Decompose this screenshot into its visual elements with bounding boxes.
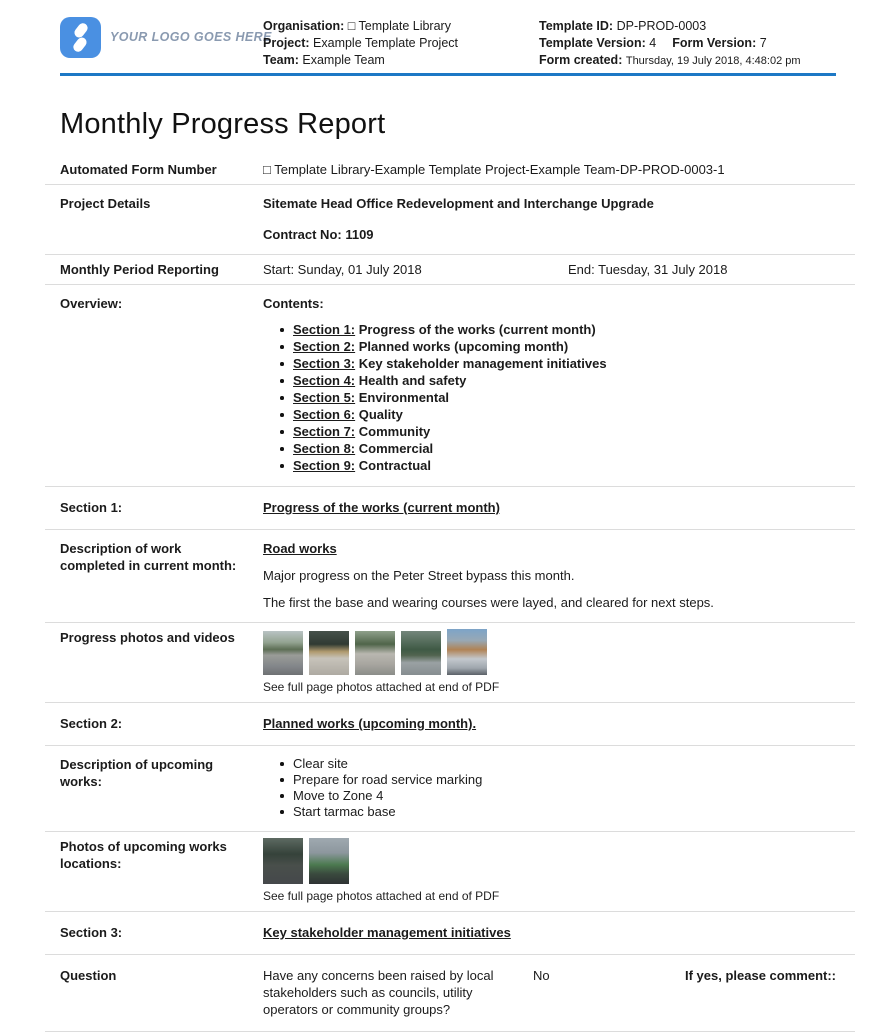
- row-label: Project Details: [60, 196, 151, 211]
- row-label: Section 1:: [60, 500, 123, 515]
- form-row-section-1: [45, 487, 855, 530]
- section-link[interactable]: Section 4:: [293, 373, 356, 388]
- header-meta-right: [539, 18, 801, 70]
- header-accent-divider: [60, 73, 836, 76]
- contents-item[interactable]: Section 7: Community: [293, 424, 836, 440]
- project-value: Example Template Project: [313, 36, 459, 50]
- row-label: Description of upcoming works:: [60, 757, 214, 789]
- template-id-line: [539, 18, 801, 35]
- form-row-work-completed: [45, 530, 855, 623]
- comment-prompt-label: If yes, please comment::: [685, 968, 836, 983]
- contents-item[interactable]: Section 8: Commercial: [293, 441, 836, 457]
- organisation-value: □ Template Library: [347, 19, 451, 33]
- form-version-value: 7: [759, 36, 767, 50]
- row-label: Description of work completed in current month:: [60, 541, 237, 573]
- contents-item[interactable]: Section 6: Quality: [293, 407, 836, 423]
- period-end-date: End: Tuesday, 31 July 2018: [568, 262, 728, 277]
- document-header: [0, 0, 896, 73]
- contents-block: [263, 295, 836, 475]
- row-label: Question: [60, 968, 117, 983]
- template-id-value: DP-PROD-0003: [616, 19, 707, 33]
- contents-heading: Contents:: [263, 296, 324, 311]
- contents-item[interactable]: Section 5: Environmental: [293, 390, 836, 406]
- template-version-value: 4: [649, 36, 657, 50]
- form-row-section-2: [45, 703, 855, 746]
- template-version-label: Template Version:: [539, 36, 646, 50]
- team-label: Team:: [263, 53, 299, 67]
- row-label: Section 2:: [60, 716, 123, 731]
- report-table: [45, 155, 855, 1032]
- crane-photo-thumbnail: [309, 838, 349, 884]
- form-row-overview: [45, 285, 855, 487]
- period-values: [263, 261, 836, 278]
- form-row-question: [45, 955, 855, 1032]
- project-line: [263, 35, 458, 52]
- work-completed-paragraph: Major progress on the Peter Street bypass this month.: [263, 568, 575, 583]
- question-block: [263, 967, 836, 1018]
- question-answer: No: [533, 968, 550, 983]
- form-row-monthly-period: [45, 255, 855, 285]
- upcoming-work-item: Start tarmac base: [293, 804, 836, 820]
- road-photo-thumbnail: [263, 838, 303, 884]
- contents-item[interactable]: Section 4: Health and safety: [293, 373, 836, 389]
- section-link[interactable]: Section 6:: [293, 407, 356, 422]
- section-link[interactable]: Section 9:: [293, 458, 356, 473]
- form-created-line: [539, 52, 801, 70]
- section-3-heading: Key stakeholder management initiatives: [263, 925, 511, 940]
- header-meta-left: [263, 18, 458, 69]
- progress-photos-block: [263, 629, 836, 696]
- form-row-project-details: [45, 185, 855, 255]
- team-value: Example Team: [302, 53, 385, 67]
- project-label: Project:: [263, 36, 310, 50]
- versions-line: [539, 35, 801, 52]
- project-details-value: [263, 195, 836, 243]
- row-label: Section 3:: [60, 925, 123, 940]
- organisation-line: [263, 18, 458, 35]
- progress-photo-strip: [263, 629, 836, 675]
- team-line: [263, 52, 458, 69]
- logo-placeholder-text: YOUR LOGO GOES HERE: [110, 30, 272, 44]
- automated-form-number-value: □ Template Library-Example Template Project-Example Team-DP-PROD-0003-1: [263, 162, 725, 177]
- section-1-heading: Progress of the works (current month): [263, 500, 500, 515]
- upcoming-photos-block: [263, 838, 836, 905]
- section-link[interactable]: Section 2:: [293, 339, 356, 354]
- contents-item[interactable]: Section 9: Contractual: [293, 458, 836, 474]
- project-title: Sitemate Head Office Redevelopment and Interchange Upgrade: [263, 196, 654, 211]
- question-text: Have any concerns been raised by local stakeholders such as councils, utility operators or community groups?: [263, 968, 494, 1017]
- section-link[interactable]: Section 7:: [293, 424, 356, 439]
- upcoming-photo-strip: [263, 838, 836, 884]
- row-label: Overview:: [60, 296, 123, 311]
- row-label: Monthly Period Reporting: [60, 262, 219, 277]
- form-row-progress-photos: [45, 623, 855, 703]
- road-photo-thumbnail: [309, 631, 349, 675]
- form-row-upcoming-photos: [45, 832, 855, 912]
- work-completed-heading: Road works: [263, 541, 337, 556]
- contract-number: Contract No: 1109: [263, 227, 374, 242]
- contents-list: [263, 322, 836, 474]
- form-row-section-3: [45, 912, 855, 955]
- upcoming-work-item: Prepare for road service marking: [293, 772, 836, 788]
- form-created-label: Form created:: [539, 53, 623, 67]
- road-photo-thumbnail: [447, 629, 487, 675]
- photo-caption: See full page photos attached at end of PDF: [263, 680, 500, 694]
- section-link[interactable]: Section 8:: [293, 441, 356, 456]
- upcoming-work-item: Clear site: [293, 756, 836, 772]
- company-logo-icon: [60, 17, 101, 58]
- work-completed-paragraph: The first the base and wearing courses were layed, and cleared for next steps.: [263, 595, 714, 610]
- period-start-date: Start: Sunday, 01 July 2018: [263, 262, 422, 277]
- contents-item[interactable]: Section 1: Progress of the works (current month): [293, 322, 836, 338]
- road-photo-thumbnail: [355, 631, 395, 675]
- row-label: Automated Form Number: [60, 162, 217, 177]
- contents-item[interactable]: Section 3: Key stakeholder management initiatives: [293, 356, 836, 372]
- road-photo-thumbnail: [263, 631, 303, 675]
- contents-item[interactable]: Section 2: Planned works (upcoming month): [293, 339, 836, 355]
- row-label: Progress photos and videos: [60, 630, 235, 645]
- photo-caption: See full page photos attached at end of PDF: [263, 889, 500, 903]
- upcoming-work-item: Move to Zone 4: [293, 788, 836, 804]
- section-link[interactable]: Section 3:: [293, 356, 356, 371]
- row-label: Photos of upcoming works locations:: [60, 839, 227, 871]
- form-row-automated-form-number: [45, 155, 855, 185]
- section-link[interactable]: Section 1:: [293, 322, 356, 337]
- road-photo-thumbnail: [401, 631, 441, 675]
- section-link[interactable]: Section 5:: [293, 390, 356, 405]
- section-2-heading: Planned works (upcoming month).: [263, 716, 477, 731]
- work-completed-value: [263, 540, 836, 611]
- form-created-value: Thursday, 19 July 2018, 4:48:02 pm: [625, 55, 801, 67]
- page-title: Monthly Progress Report: [60, 108, 386, 140]
- organisation-label: Organisation:: [263, 19, 345, 33]
- form-version-label: Form Version:: [672, 36, 757, 50]
- upcoming-works-list: [263, 756, 836, 820]
- template-id-label: Template ID:: [539, 19, 614, 33]
- form-row-upcoming-works: [45, 746, 855, 832]
